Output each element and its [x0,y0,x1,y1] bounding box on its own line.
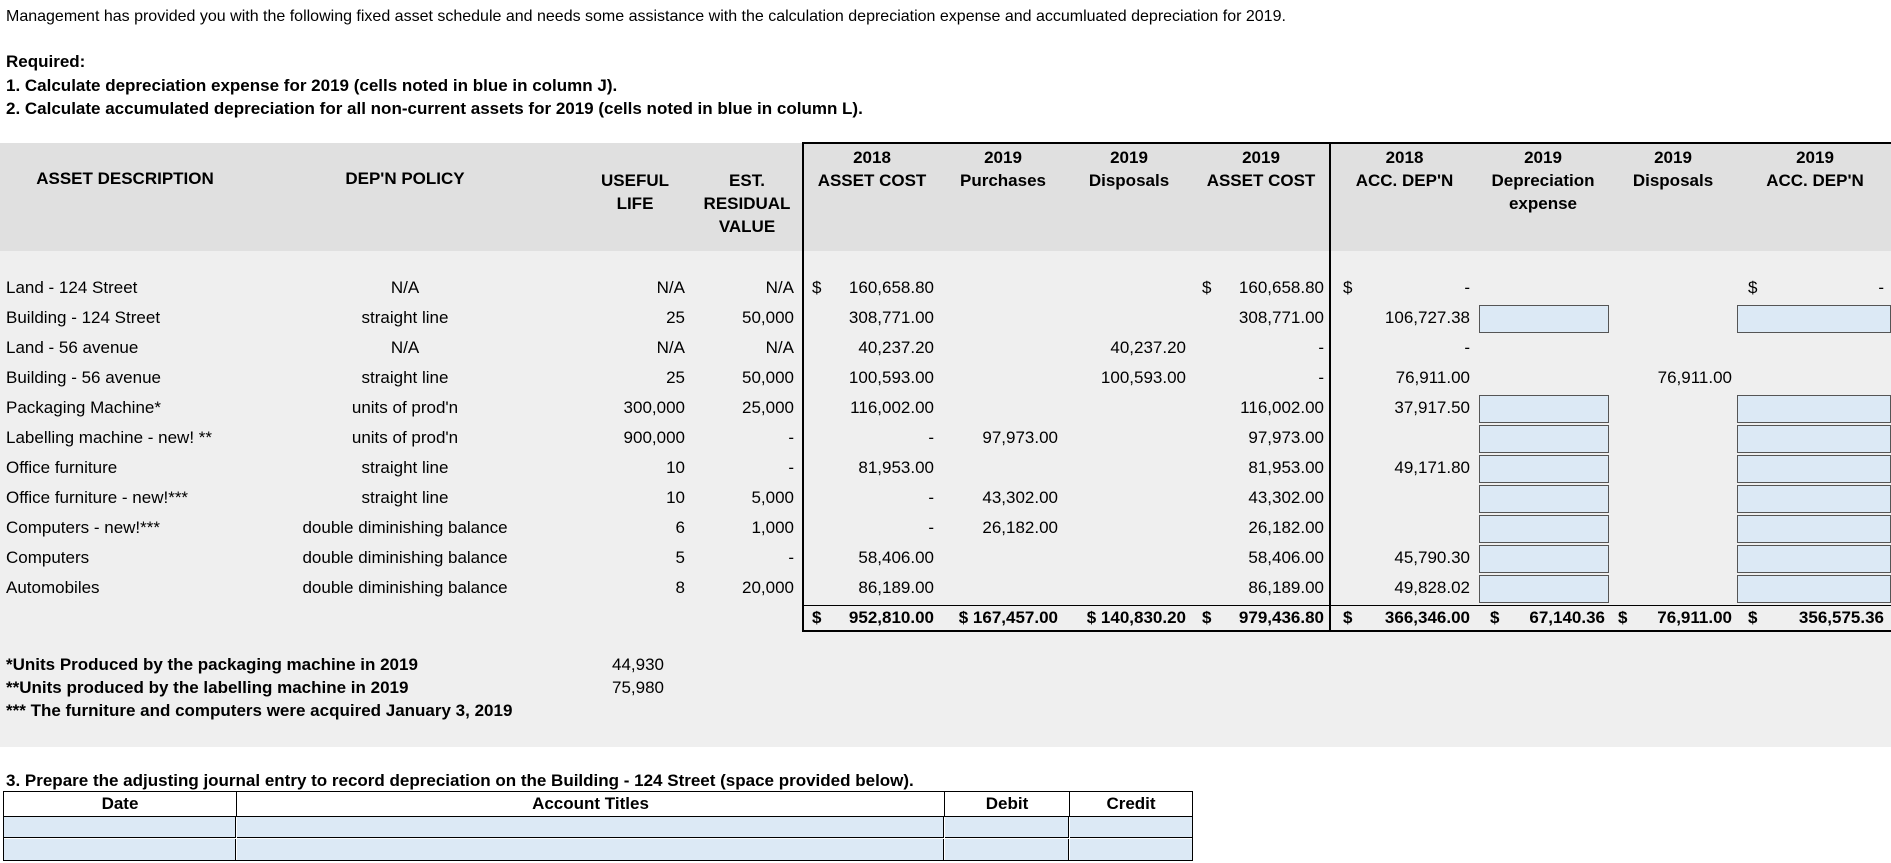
row-0-cost2019: 160,658.80 [1238,278,1324,297]
row-6-cost2019: 81,953.00 [1248,458,1324,477]
intro-text: Management has provided you with the following fixed asset schedule and needs some assistance with the calculation depreciation expense and accumluated depreciation for 2019. [6,8,1286,25]
journal-header-account: Account Titles [237,792,945,817]
row-4-cost2018: 116,002.00 [850,398,934,417]
total-accdep2018: 366,346.00 [1384,608,1470,627]
row-1-cost2019: 308,771.00 [1238,308,1324,327]
row-0-disp [1066,273,1186,303]
row-4-life: 300,000 [623,398,685,417]
row-5-depreciation-expense-input[interactable] [1479,425,1609,453]
row-1-disp [1066,303,1186,333]
row-5-accdep2019 [1765,423,1884,453]
question-3: 3. Prepare the adjusting journal entry to record depreciation on the Building - 124 Street (space provided below). [6,771,914,790]
row-6-disp [1066,453,1186,483]
row-7-accdep2019 [1765,483,1884,513]
row-3-cost2019: - [1318,368,1324,387]
row-5-asset: Labelling machine - new! ** [6,428,213,447]
header-useful-life: USEFUL LIFE [601,171,669,213]
note-2-value: 75,980 [612,678,664,697]
row-3-accdep2019 [1765,363,1884,393]
border-top [802,142,1891,144]
journal-header-debit: Debit [945,792,1070,817]
total-cost2018: 952,810.00 [848,608,934,627]
row-4-depreciation-expense-input[interactable] [1479,395,1609,423]
row-1-accdep2019 [1765,303,1884,333]
row-0-cost2018_dollar: $ [812,278,822,297]
row-0-residual: N/A [765,278,794,297]
row-9-purch [944,543,1058,573]
row-2-residual: N/A [765,338,794,357]
row-6-purch [944,453,1058,483]
row-6-depreciation-expense-input[interactable] [1479,455,1609,483]
note-2: **Units produced by the labelling machine in 2019 [6,678,409,697]
row-5-purch: 97,973.00 [982,428,1058,447]
header-2019-acc-disposals: 2019 Disposals [1632,148,1714,190]
row-3-disp: 100,593.00 [1100,368,1186,387]
row-10-cost2019: 86,189.00 [1248,578,1324,597]
row-2-accdep2019 [1765,333,1884,363]
row-3-accdep2018: 76,911.00 [1395,368,1470,387]
row-7-accdisp [1635,483,1732,513]
total-depexp: 67,140.36 [1529,608,1605,627]
row-1-life: 25 [666,308,685,327]
row-9-depreciation-expense-input[interactable] [1479,545,1609,573]
row-5-disp [1066,423,1186,453]
row-9-life: 5 [675,548,685,567]
row-1-accdep2018: 106,727.38 [1384,308,1470,327]
row-7-disp [1066,483,1186,513]
row-0-purch [944,273,1058,303]
row-8-cost2019: 26,182.00 [1248,518,1324,537]
row-10-accdep2018: 49,828.02 [1394,578,1470,597]
row-7-policy: straight line [361,488,449,507]
row-8-accdep2019 [1765,513,1884,543]
row-0-cost2019_dollar: $ [1202,278,1212,297]
total-accdep2019-dollar: $ [1748,608,1758,627]
row-10-cost2018: 86,189.00 [858,578,934,597]
row-4-purch [944,393,1058,423]
row-0-accdep2019_dollar: $ [1748,278,1758,297]
row-0-policy: N/A [390,278,420,297]
row-4-accdisp [1635,393,1732,423]
row-2-policy: N/A [390,338,420,357]
row-8-policy: double diminishing balance [302,518,508,537]
row-10-disp [1066,573,1186,603]
row-9-cost2019: 58,406.00 [1248,548,1324,567]
row-9-policy: double diminishing balance [302,548,508,567]
row-10-depreciation-expense-input[interactable] [1479,575,1609,603]
row-8-disp [1066,513,1186,543]
row-9-accdep2019 [1765,543,1884,573]
journal-header-credit: Credit [1070,792,1192,817]
row-7-cost2018: - [928,488,934,507]
journal-row-1-cell-2[interactable] [945,839,1069,860]
row-2-accdisp [1635,333,1732,363]
row-3-asset: Building - 56 avenue [6,368,162,387]
row-6-cost2018: 81,953.00 [858,458,934,477]
row-7-depreciation-expense-input[interactable] [1479,485,1609,513]
row-8-cost2018: - [928,518,934,537]
row-8-asset: Computers - new!*** [6,518,161,537]
row-6-residual: - [788,458,794,477]
row-2-accdep2018: - [1464,338,1470,357]
row-0-life: N/A [656,278,685,297]
journal-row-0-cell-1[interactable] [237,817,944,838]
row-9-cost2018: 58,406.00 [858,548,934,567]
row-5-accdep2018 [1360,423,1470,453]
header-2019-purchases: 2019 Purchases [960,148,1046,190]
header-residual-value: EST. RESIDUAL VALUE [703,171,791,236]
journal-table [3,791,1193,861]
row-2-purch [944,333,1058,363]
note-3: *** The furniture and computers were acquired January 3, 2019 [6,701,513,720]
header-2019-acc-depn: 2019 ACC. DEP'N [1766,148,1864,190]
total-cost2019: 979,436.80 [1238,608,1324,627]
total-depexp-dollar: $ [1490,608,1500,627]
row-7-accdep2018 [1360,483,1470,513]
row-8-residual: 1,000 [751,518,794,537]
journal-row-0-cell-3[interactable] [1070,817,1192,838]
row-5-accdisp [1635,423,1732,453]
row-4-cost2019: 116,002.00 [1240,398,1324,417]
journal-row-0-cell-2[interactable] [945,817,1069,838]
row-5-cost2018: - [928,428,934,447]
row-2-disp: 40,237.20 [1110,338,1186,357]
row-3-policy: straight line [361,368,449,387]
row-2-life: N/A [656,338,685,357]
row-6-accdep2018: 49,171.80 [1394,458,1470,477]
journal-header-date: Date [4,792,237,817]
border-cost-right [1329,142,1331,632]
row-4-asset: Packaging Machine* [6,398,161,417]
journal-row-0-cell-0[interactable] [4,817,236,838]
row-10-purch [944,573,1058,603]
required-item-2: 2. Calculate accumulated depreciation for all non-current assets for 2019 (cells noted in blue in column L). [6,99,863,118]
row-2-cost2019: - [1318,338,1324,357]
row-6-policy: straight line [361,458,449,477]
row-0-accdep2019: - [1878,278,1884,297]
row-3-cost2018: 100,593.00 [848,368,934,387]
row-7-asset: Office furniture - new!*** [6,488,189,507]
row-3-life: 25 [666,368,685,387]
row-6-asset: Office furniture [6,458,118,477]
header-depn-policy: DEP'N POLICY [345,169,465,188]
row-1-depreciation-expense-input[interactable] [1479,305,1609,333]
row-4-disp [1066,393,1186,423]
row-1-cost2018: 308,771.00 [848,308,934,327]
row-8-depreciation-expense-input[interactable] [1479,515,1609,543]
row-7-purch: 43,302.00 [982,488,1058,507]
total-accdisp: 76,911.00 [1657,608,1732,627]
journal-row-1-cell-1[interactable] [237,839,944,860]
row-2-cost2018: 40,237.20 [858,338,934,357]
row-10-accdisp [1635,573,1732,603]
row-8-life: 6 [675,518,685,537]
row-4-accdep2019 [1765,393,1884,423]
row-10-life: 8 [675,578,685,597]
row-1-purch [944,303,1058,333]
row-10-residual: 20,000 [742,578,794,597]
row-7-cost2019: 43,302.00 [1248,488,1324,507]
total-disposals: $ 140,830.20 [1086,608,1186,627]
row-0-cost2018: 160,658.80 [848,278,934,297]
row-4-policy: units of prod'n [351,398,459,417]
row-10-policy: double diminishing balance [302,578,508,597]
row-9-asset: Computers [6,548,90,567]
row-1-policy: straight line [361,308,449,327]
total-accdep2018-dollar: $ [1343,608,1353,627]
header-asset-description: ASSET DESCRIPTION [36,169,214,188]
row-1-asset: Building - 124 Street [6,308,161,327]
row-9-disp [1066,543,1186,573]
row-1-accdisp [1635,303,1732,333]
row-5-cost2019: 97,973.00 [1248,428,1324,447]
row-5-life: 900,000 [623,428,685,447]
row-7-residual: 5,000 [751,488,794,507]
row-7-life: 10 [666,488,685,507]
row-1-residual: 50,000 [742,308,794,327]
row-6-life: 10 [666,458,685,477]
row-5-residual: - [788,428,794,447]
row-6-accdisp [1635,453,1732,483]
row-9-accdisp [1635,543,1732,573]
row-5-policy: units of prod'n [351,428,459,447]
header-2019-depreciation-expense: 2019 Depreciation expense [1491,148,1595,213]
total-accdisp-dollar: $ [1618,608,1628,627]
row-3-residual: 50,000 [742,368,794,387]
journal-row-1-cell-0[interactable] [4,839,236,860]
journal-row-1-cell-3[interactable] [1070,839,1192,860]
required-title: Required: [6,52,86,71]
row-9-accdep2018: 45,790.30 [1394,548,1470,567]
row-0-accdep2018_dollar: $ [1343,278,1353,297]
row-6-accdep2019 [1765,453,1884,483]
row-0-accdep2018: - [1464,278,1470,297]
row-10-asset: Automobiles [6,578,100,597]
note-1: *Units Produced by the packaging machine in 2019 [6,655,418,674]
row-8-accdisp [1635,513,1732,543]
row-3-purch [944,363,1058,393]
header-2019-asset-cost: 2019 ASSET COST [1206,148,1316,190]
row-9-residual: - [788,548,794,567]
border-cost-left [802,142,804,632]
note-1-value: 44,930 [612,655,664,674]
total-cost2019-dollar: $ [1202,608,1212,627]
total-accdep2019: 356,575.36 [1798,608,1884,627]
row-2-asset: Land - 56 avenue [6,338,139,357]
row-10-accdep2019 [1765,573,1884,603]
row-8-purch: 26,182.00 [982,518,1058,537]
header-2019-disposals: 2019 Disposals [1088,148,1170,190]
total-cost2018-dollar: $ [812,608,822,627]
header-2018-acc-depn: 2018 ACC. DEP'N [1355,148,1454,190]
row-0-asset: Land - 124 Street [6,278,138,297]
row-4-accdep2018: 37,917.50 [1394,398,1470,417]
row-8-accdep2018 [1360,513,1470,543]
row-0-accdisp [1635,273,1732,303]
row-3-accdisp: 76,911.00 [1657,368,1732,387]
required-item-1: 1. Calculate depreciation expense for 2019 (cells noted in blue in column J). [6,76,618,95]
total-purchases: $ 167,457.00 [958,608,1058,627]
row-4-residual: 25,000 [742,398,794,417]
header-2018-asset-cost: 2018 ASSET COST [817,148,927,190]
